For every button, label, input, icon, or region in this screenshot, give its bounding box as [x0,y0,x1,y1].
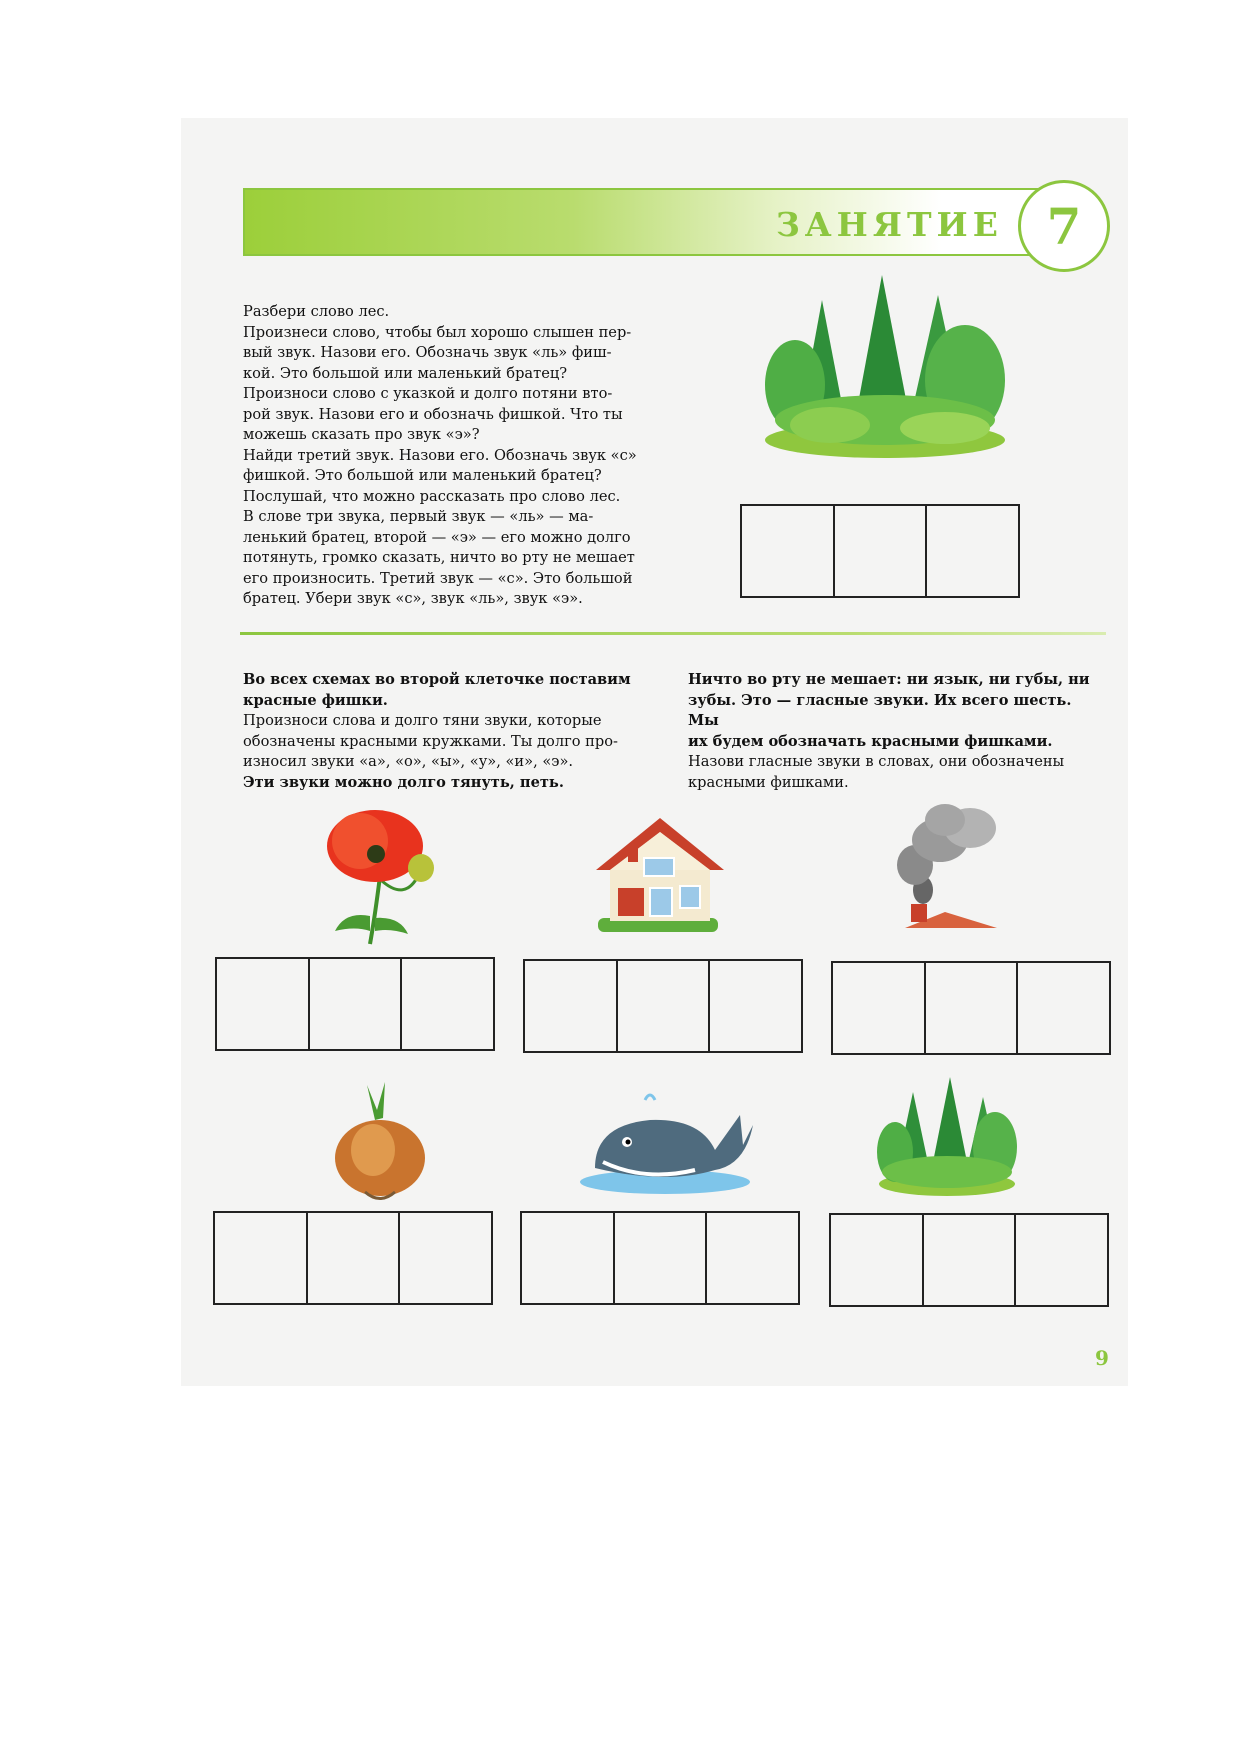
left-bold-line: красные фишки. [243,691,388,709]
intro-line: рой звук. Назови его и обозначь фишкой. Что ты [243,405,623,423]
scheme-dym[interactable] [831,961,1111,1055]
scheme-cell[interactable] [926,963,1019,1053]
scheme-cell[interactable] [927,506,1018,596]
scheme-cell[interactable] [742,506,835,596]
scheme-cell[interactable] [215,1213,308,1303]
scheme-cell[interactable] [402,959,493,1049]
intro-line: братец. Убери звук «с», звук «ль», звук «э». [243,590,583,607]
right-bold-line: Ничто во рту не мешает: ни язык, ни губы, ни [688,671,1090,688]
intro-line: Найди третий звук. Назови его. Обозначь звук «с» [243,446,637,464]
left-line: обозначены красными кружками. Ты долго про- [243,732,618,750]
scheme-cell[interactable] [831,1215,924,1305]
intro-line: можешь сказать про звук «э»? [243,426,480,443]
page-number: 9 [1095,1346,1109,1370]
right-instructions [688,670,1098,793]
intro-line: потянуть, громко сказать, ничто во рту не мешает [243,549,635,566]
whale-picture [575,1090,755,1195]
smoke-picture [885,800,1005,930]
right-line: Назови гласные звуки в словах, они обозначены [688,753,1065,770]
right-bold-line: их будем обозначать красными фишками. [688,732,1053,750]
intro-line: Произнеси слово, чтобы был хорошо слышен пер- [243,323,632,341]
scheme-cell[interactable] [400,1213,491,1303]
lesson-title: ЗАНЯТИЕ [776,205,1003,244]
intro-text [243,302,663,610]
scheme-cell[interactable] [833,963,926,1053]
poppy-picture [320,806,450,946]
scheme-cell[interactable] [1018,963,1109,1053]
section-divider [240,632,1106,635]
scheme-les-2[interactable] [829,1213,1109,1307]
scheme-les[interactable] [740,504,1020,598]
scheme-dom[interactable] [523,959,803,1053]
scheme-cell[interactable] [924,1215,1017,1305]
scheme-mak[interactable] [215,957,495,1051]
scheme-cell[interactable] [522,1213,615,1303]
intro-line: кой. Это большой или маленький братец? [243,364,568,382]
scheme-cell[interactable] [615,1213,708,1303]
scheme-cell[interactable] [707,1213,798,1303]
scheme-cell[interactable] [1016,1215,1107,1305]
scheme-cell[interactable] [710,961,801,1051]
scheme-cell[interactable] [310,959,403,1049]
left-bold-line: Во всех схемах во второй клеточке поставим [243,671,631,688]
intro-line: фишкой. Это большой или маленький братец? [243,467,602,484]
scheme-cell[interactable] [835,506,928,596]
scheme-kit[interactable] [520,1211,800,1305]
scheme-cell[interactable] [525,961,618,1051]
left-line: Произноси слова и долго тяни звуки, которые [243,712,602,729]
intro-line: ленький братец, второй — «э» — его можно долго [243,528,631,546]
intro-line: его произносить. Третий звук — «с». Это большой [243,569,633,587]
onion-picture [325,1080,435,1205]
right-line: красными фишками. [688,773,849,791]
intro-line: Послушай, что можно рассказать про слово лес. [243,487,621,505]
intro-line: Разбери слово лес. [243,303,390,320]
left-final-line: Эти звуки можно долго тянуть, петь. [243,773,564,791]
left-line: износил звуки «а», «о», «ы», «у», «и», «э». [243,753,574,770]
forest-small-picture [875,1072,1020,1197]
left-instructions [243,670,648,793]
right-bold-line: зубы. Это — гласные звуки. Их всего шесть. Мы [688,691,1072,729]
lesson-number-badge: 7 [1018,180,1110,272]
intro-line: В слове три звука, первый звук — «ль» — ма- [243,508,594,525]
scheme-luk[interactable] [213,1211,493,1305]
forest-picture [760,270,1010,460]
scheme-cell[interactable] [308,1213,401,1303]
intro-line: Произноси слово с указкой и долго потяни вто- [243,385,613,402]
scheme-cell[interactable] [217,959,310,1049]
scheme-cell[interactable] [618,961,711,1051]
intro-line: вый звук. Назови его. Обозначь звук «ль» фиш- [243,344,612,361]
house-picture [588,808,728,938]
